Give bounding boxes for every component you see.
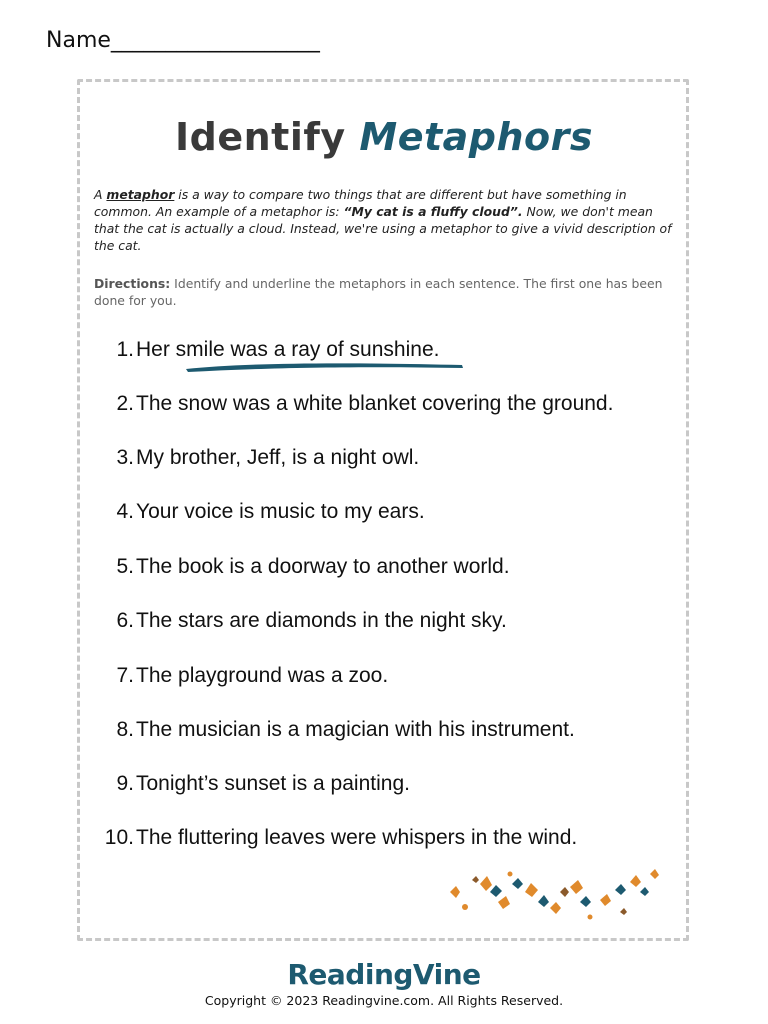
sentence-number: 8.	[116, 718, 134, 741]
sentence-number: 5.	[116, 555, 134, 578]
sentence-number: 3.	[116, 446, 134, 469]
sentence-text[interactable]: The stars are diamonds in the night sky.	[136, 609, 507, 632]
worksheet-title	[0, 115, 768, 159]
sentence-item-4	[96, 497, 676, 527]
intro-post: Now, we don't mean that the cat is actually a cloud. Instead, we're using a metaphor to give a vivid description of the cat.	[94, 204, 672, 253]
sentence-text[interactable]: The fluttering leaves were whispers in the wind.	[136, 826, 578, 849]
intro-pre: A	[94, 187, 107, 202]
intro-paragraph	[94, 186, 680, 254]
sentence-item-7	[96, 661, 676, 691]
sentence-text[interactable]: The playground was a zoo.	[136, 664, 389, 687]
sentence-item-9	[96, 769, 676, 799]
sentence-text[interactable]: Tonight’s sunset is a painting.	[136, 772, 410, 795]
sentence-number: 2.	[116, 392, 134, 415]
sentence-item-5	[96, 552, 676, 582]
name-field-label: Name___________________	[46, 28, 320, 53]
sentence-text[interactable]: The snow was a white blanket covering the ground.	[136, 392, 614, 415]
sentence-number: 4.	[116, 500, 134, 523]
copyright-text: Copyright © 2023 Readingvine.com. All Rights Reserved.	[204, 993, 564, 1008]
intro-keyword: metaphor	[106, 187, 175, 202]
sentence-item-6	[96, 606, 676, 636]
leaf-icon	[490, 878, 649, 907]
title-part-1: Identify	[174, 115, 346, 159]
directions-label: Directions:	[94, 276, 171, 291]
directions-text: Identify and underline the metaphors in each sentence. The first one has been done for you.	[94, 276, 663, 308]
sentence-text[interactable]: Your voice is music to my ears.	[136, 500, 425, 523]
sentence-item-2	[96, 389, 676, 419]
sentence-text[interactable]: Her smile was a ray of sunshine.	[136, 338, 440, 361]
sentence-item-3	[96, 443, 676, 473]
leaf-icon	[450, 869, 659, 920]
sentence-number: 10.	[104, 826, 134, 849]
brand-logo: ReadingVine	[287, 958, 481, 991]
sentence-item-8	[96, 715, 676, 745]
example-underline-mark	[184, 360, 466, 374]
title-part-2: Metaphors	[359, 115, 594, 159]
autumn-leaves-decoration	[440, 862, 670, 932]
intro-mid: is a way to compare two things that are different but have something in common. An example of a metaphor is:	[94, 187, 627, 219]
sentence-text[interactable]: The book is a doorway to another world.	[136, 555, 510, 578]
sentence-number: 1.	[116, 338, 134, 361]
sentence-number: 7.	[116, 664, 134, 687]
sentence-item-10	[96, 823, 676, 853]
sentence-number: 9.	[116, 772, 134, 795]
sentence-text[interactable]: The musician is a magician with his instrument.	[136, 718, 575, 741]
directions-paragraph	[94, 275, 680, 309]
intro-example: “My cat is a fluffy cloud”.	[343, 204, 523, 219]
sentence-number: 6.	[116, 609, 134, 632]
sentence-text[interactable]: My brother, Jeff, is a night owl.	[136, 446, 420, 469]
